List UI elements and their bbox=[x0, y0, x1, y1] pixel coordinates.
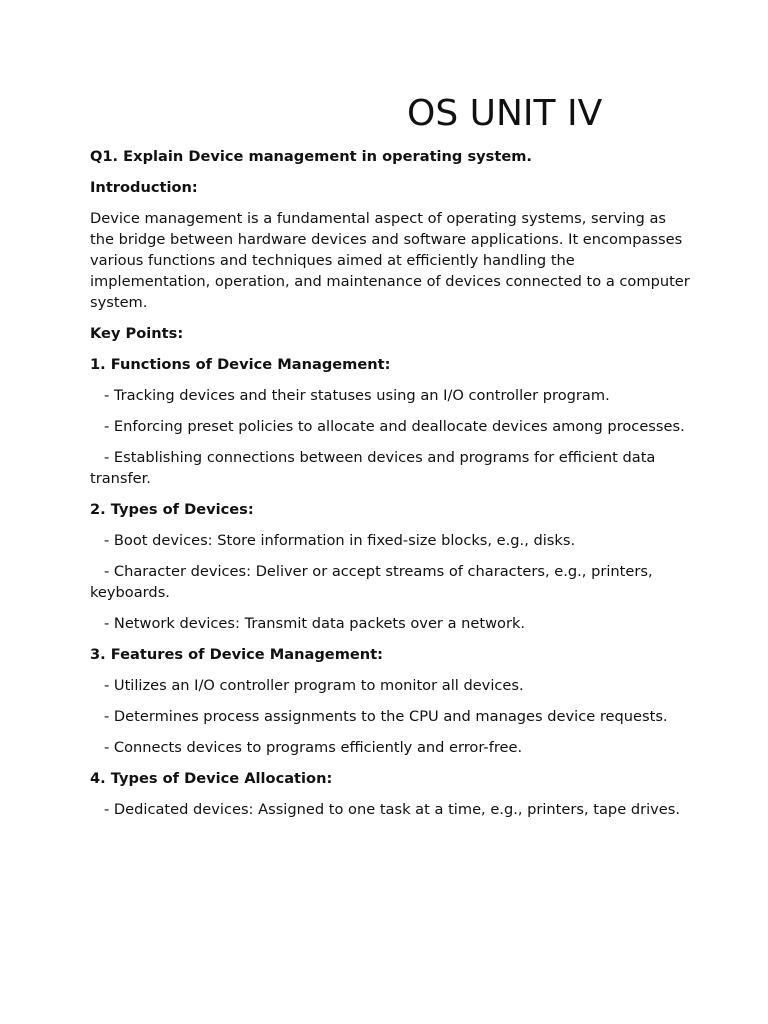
bullet-item: - Determines process assignments to the CPU and manages device requests. bbox=[104, 708, 668, 725]
section-heading-functions: 1. Functions of Device Management: bbox=[90, 356, 391, 373]
intro-heading: Introduction: bbox=[90, 179, 198, 196]
bullet-item: - Enforcing preset policies to allocate and deallocate devices among processes. bbox=[104, 418, 685, 435]
intro-paragraph: Device management is a fundamental aspect of operating systems, serving as the bridge between hardware devices and software applications. It encompasses various functions and techniques aimed at efficiently handling the implementation, operation, and maintenance of devices connected to a computer system. bbox=[90, 210, 690, 311]
section-heading-device-types: 2. Types of Devices: bbox=[90, 501, 254, 518]
bullet-item: - Network devices: Transmit data packets over a network. bbox=[104, 615, 526, 632]
key-points-heading: Key Points: bbox=[90, 325, 184, 342]
bullet-item: - Utilizes an I/O controller program to monitor all devices. bbox=[104, 677, 524, 694]
bullet-item: - Connects devices to programs efficiently and error-free. bbox=[104, 739, 523, 756]
bullet-item: - Dedicated devices: Assigned to one task at a time, e.g., printers, tape drives. bbox=[104, 801, 680, 818]
bullet-item: - Establishing connections between devices and programs for efficient data transfer. bbox=[90, 449, 656, 487]
document-title: OS UNIT IV bbox=[407, 93, 603, 134]
bullet-item: - Character devices: Deliver or accept streams of characters, e.g., printers, keyboards. bbox=[90, 563, 653, 601]
section-heading-features: 3. Features of Device Management: bbox=[90, 646, 384, 663]
question-heading: Q1. Explain Device management in operating system. bbox=[90, 148, 532, 165]
bullet-item: - Boot devices: Store information in fixed-size blocks, e.g., disks. bbox=[104, 532, 576, 549]
section-heading-allocation: 4. Types of Device Allocation: bbox=[90, 770, 333, 787]
document-page bbox=[90, 92, 690, 830]
bullet-item: - Tracking devices and their statuses using an I/O controller program. bbox=[104, 387, 610, 404]
